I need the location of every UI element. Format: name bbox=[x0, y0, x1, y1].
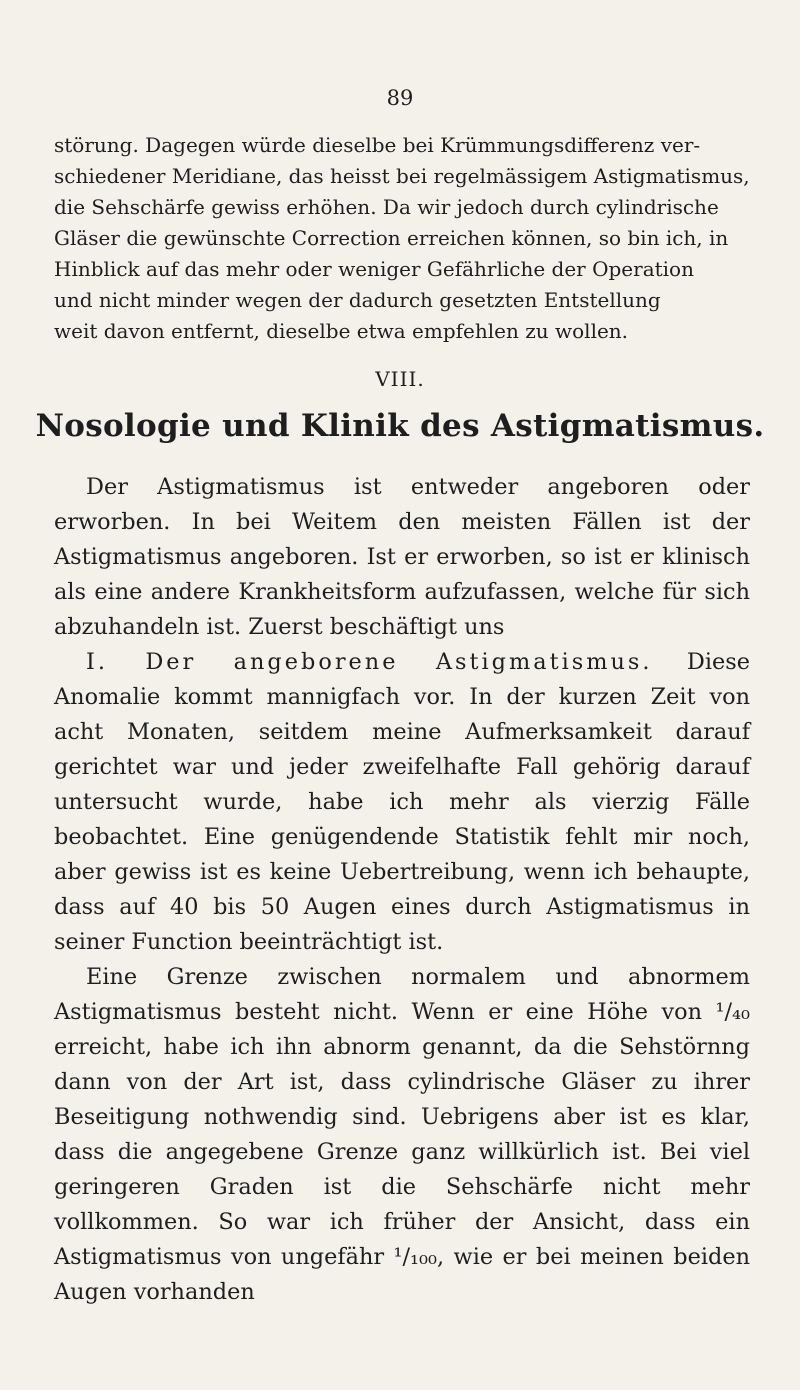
text-line: Hinblick auf das mehr oder weniger Gefährliche der Operation bbox=[54, 257, 694, 281]
page-number: 89 bbox=[386, 86, 414, 110]
text-line: weit davon entfernt, dieselbe etwa empfehlen zu wollen. bbox=[54, 319, 629, 343]
text-line: störung. Dagegen würde dieselbe bei Krümmungsdifferenz ver- bbox=[54, 133, 701, 157]
text-line: schiedener Meridiane, das heisst bei regelmässigem Astigmatismus, bbox=[54, 164, 750, 188]
body-text bbox=[54, 470, 750, 1310]
section-title: Nosologie und Klinik des Astigmatismus. bbox=[35, 408, 765, 444]
subsection-paragraph bbox=[54, 645, 750, 960]
text-line: die Sehschärfe gewiss erhöhen. Da wir jedoch durch cylindrische bbox=[54, 195, 719, 219]
continuation-text bbox=[54, 130, 750, 347]
text-line: Gläser die gewünschte Correction erreichen können, so bin ich, in bbox=[54, 226, 729, 250]
paragraph: Der Astigmatismus ist entweder angeboren oder erworben. In bei Weitem den meisten Fällen ist der Astigmatismus angeboren. Ist er erworben, so ist er klinisch als eine andere Krankheitsform aufzufassen, welche für sich abzuhandeln ist. Zuerst beschäftigt uns bbox=[54, 474, 750, 640]
section-number: VIII. bbox=[375, 367, 425, 391]
subsection-label: I. Der angeborene Astigmatismus. bbox=[86, 649, 653, 675]
text-line: und nicht minder wegen der dadurch gesetzten Entstellung bbox=[54, 288, 661, 312]
subsection-text: Diese Anomalie kommt mannigfach vor. In der kurzen Zeit von acht Monaten, seitdem meine Aufmerksamkeit darauf gerichtet war und jeder zweifelhafte Fall gehörig darauf untersucht wurde, habe ich mehr als vierzig Fälle beobachtet. Eine genügendende Statistik fehlt mir noch, aber gewiss ist es keine Uebertreibung, wenn ich behaupte, dass auf 40 bis 50 Augen eines durch Astigmatismus in seiner Function beeinträchtigt ist. bbox=[54, 649, 750, 955]
paragraph: Eine Grenze zwischen normalem und abnormem Astigmatismus besteht nicht. Wenn er eine Höhe von ¹/₄₀ erreicht, habe ich ihn abnorm genannt, da die Sehstörnng dann von der Art ist, dass cylindrische Gläser zu ihrer Beseitigung nothwendig sind. Uebrigens aber ist es klar, dass die angegebene Grenze ganz willkürlich ist. Bei viel geringeren Graden ist die Sehschärfe nicht mehr vollkommen. So war ich früher der Ansicht, dass ein Astigmatismus von ungefähr ¹/₁₀₀, wie er bei meinen beiden Augen vorhanden bbox=[54, 964, 750, 1305]
